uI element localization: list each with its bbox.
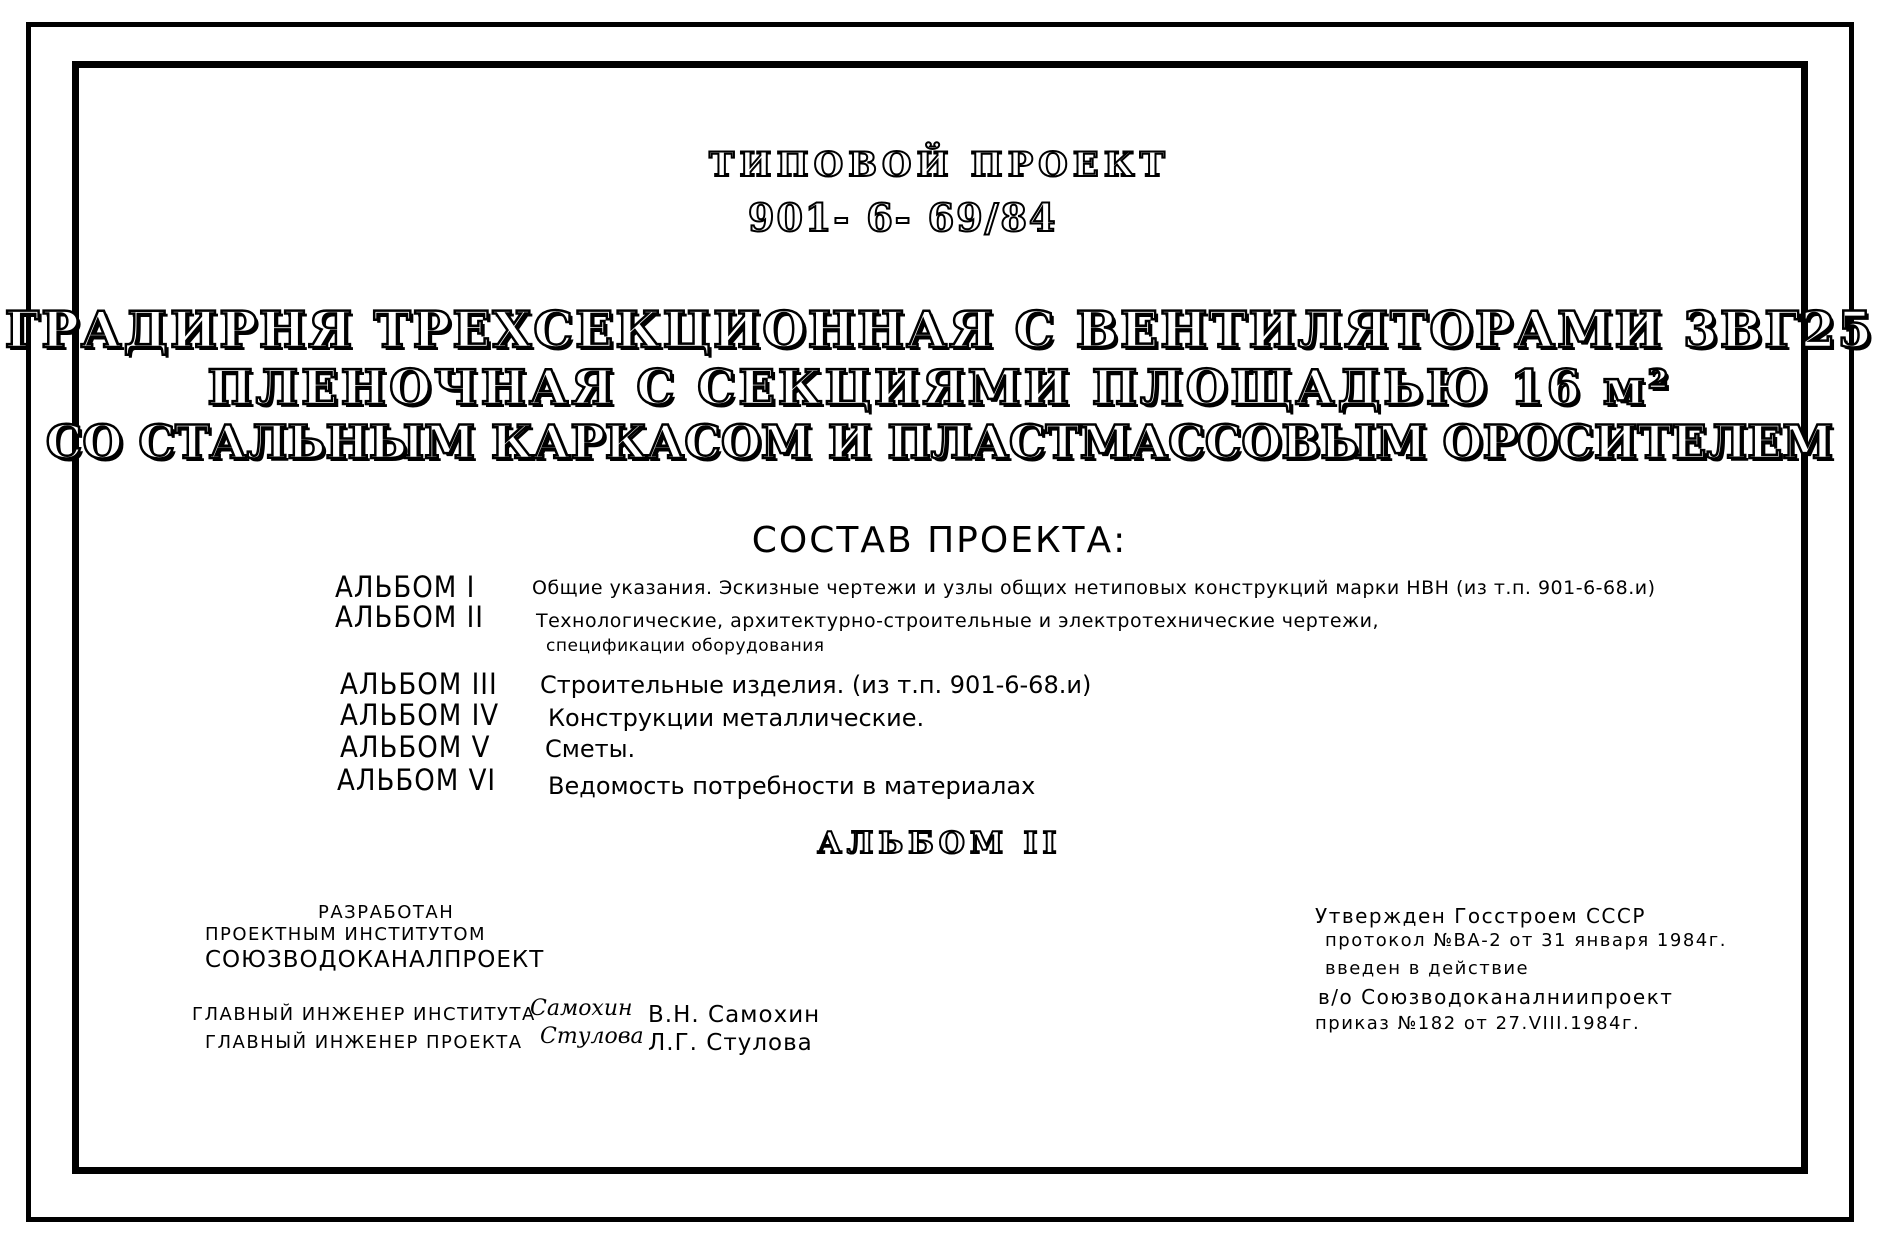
chief-engineer-project-role: ГЛАВНЫЙ ИНЖЕНЕР ПРОЕКТА <box>205 1032 523 1053</box>
album-3-name: АЛЬБОМ III <box>340 667 498 701</box>
approval-line-5: приказ №182 от 27.VIII.1984г. <box>1315 1013 1641 1034</box>
chief-engineer-institute-signature: Самохин <box>530 996 633 1021</box>
title-line-3: СО СТАЛЬНЫМ КАРКАСОМ И ПЛАСТМАССОВЫМ ОРОСИТЕЛЕМ <box>45 415 1834 469</box>
approval-line-4: в/о Союзводоканалниипроект <box>1318 985 1674 1009</box>
album-3-description: Строительные изделия. (из т.п. 901-6-68.и) <box>540 671 1092 699</box>
current-album-heading: АЛЬБОМ II <box>817 826 1062 861</box>
chief-engineer-project-signature: Стулова <box>540 1024 644 1049</box>
developer-line-2: ПРОЕКТНЫМ ИНСТИТУТОМ <box>205 924 487 945</box>
approval-line-3: введен в действие <box>1325 958 1530 979</box>
contents-heading: СОСТАВ ПРОЕКТА: <box>751 520 1128 561</box>
chief-engineer-project-name: Л.Г. Стулова <box>648 1030 813 1056</box>
album-4-description: Конструкции металлические. <box>548 704 925 732</box>
album-2-description-cont: спецификации оборудования <box>546 636 825 656</box>
album-6-name: АЛЬБОМ VI <box>337 763 497 797</box>
title-line-2: ПЛЕНОЧНАЯ С СЕКЦИЯМИ ПЛОЩАДЬЮ 16 м² <box>207 360 1672 416</box>
developer-institute: СОЮЗВОДОКАНАЛПРОЕКТ <box>205 947 545 973</box>
album-1-description: Общие указания. Эскизные чертежи и узлы общих нетиповых конструкций марки НВН (из т.п. 901-6-68.и) <box>532 577 1656 599</box>
approval-line-2: протокол №ВА-2 от 31 января 1984г. <box>1325 930 1727 951</box>
type-project-label: ТИПОВОЙ ПРОЕКТ <box>709 145 1170 185</box>
album-1-name: АЛЬБОМ I <box>335 570 476 604</box>
project-number: 901- 6- 69/84 <box>748 195 1058 240</box>
album-2-name: АЛЬБОМ II <box>335 600 484 634</box>
album-6-description: Ведомость потребности в материалах <box>548 772 1036 800</box>
album-5-name: АЛЬБОМ V <box>340 730 491 764</box>
chief-engineer-institute-name: В.Н. Самохин <box>648 1002 821 1028</box>
developer-line-1: РАЗРАБОТАН <box>318 902 455 923</box>
title-line-1: ГРАДИРНЯ ТРЕХСЕКЦИОННАЯ С ВЕНТИЛЯТОРАМИ 3ВГ25 <box>4 300 1875 359</box>
album-2-description: Технологические, архитектурно-строительные и электротехнические чертежи, <box>536 610 1380 632</box>
chief-engineer-institute-role: ГЛАВНЫЙ ИНЖЕНЕР ИНСТИТУТА <box>192 1004 536 1025</box>
approval-line-1: Утвержден Госстроем СССР <box>1315 904 1646 928</box>
album-4-name: АЛЬБОМ IV <box>340 698 500 732</box>
album-5-description: Сметы. <box>545 735 636 763</box>
